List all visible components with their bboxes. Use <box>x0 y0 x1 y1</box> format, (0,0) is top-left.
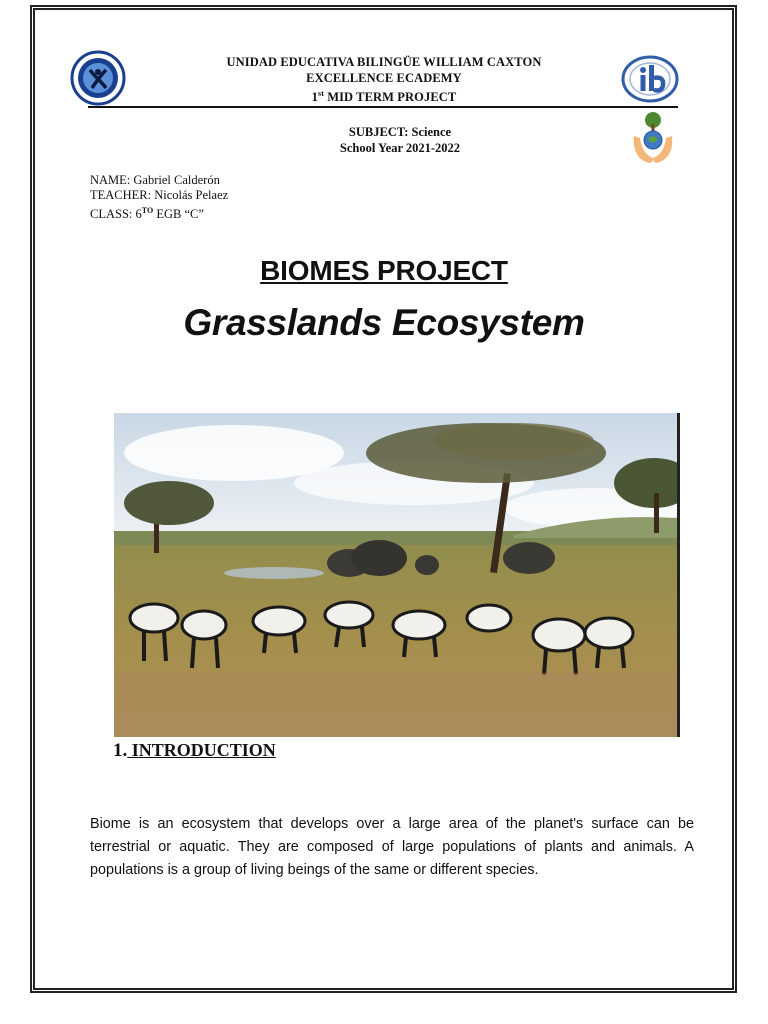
savanna-zebras-elephants-icon <box>114 413 677 737</box>
school-name: UNIDAD EDUCATIVA BILINGÜE WILLIAM CAXTON <box>226 55 542 69</box>
page-title: BIOMES PROJECT <box>260 255 508 286</box>
ib-world-school-logo <box>620 54 680 104</box>
subject-block <box>300 124 500 156</box>
class-line: CLASS: $6^{TO}$ EGB “C” <box>90 206 204 222</box>
student-info <box>90 173 228 222</box>
page-subtitle: Grasslands Ecosystem <box>183 302 585 343</box>
savanna-photo <box>114 413 680 737</box>
student-name: NAME: Gabriel Calderón <box>90 173 220 187</box>
introduction-paragraph: Biome is an ecosystem that develops over a large area of the planet's surface can be terrestrial or aquatic. They are composed of large populations of plants and animals. A populations is a group of living beings of the same or different species. <box>90 816 694 878</box>
school-header <box>130 54 638 105</box>
hands-tree-logo <box>628 108 678 168</box>
header-divider <box>88 106 678 108</box>
term-line: 1st MID TERM PROJECT <box>311 89 457 105</box>
subject-line: SUBJECT: Science <box>348 125 452 139</box>
section-number: 1. <box>113 740 128 761</box>
academy-name: EXCELLENCE ECADEMY <box>306 71 462 85</box>
teacher-name: TEACHER: Nicolás Pelaez <box>90 188 229 202</box>
section-label: INTRODUCTION <box>127 740 276 760</box>
school-year-line: School Year 2021-2022 <box>339 141 461 155</box>
school-crest-logo <box>70 50 126 106</box>
introduction-heading <box>113 740 276 762</box>
